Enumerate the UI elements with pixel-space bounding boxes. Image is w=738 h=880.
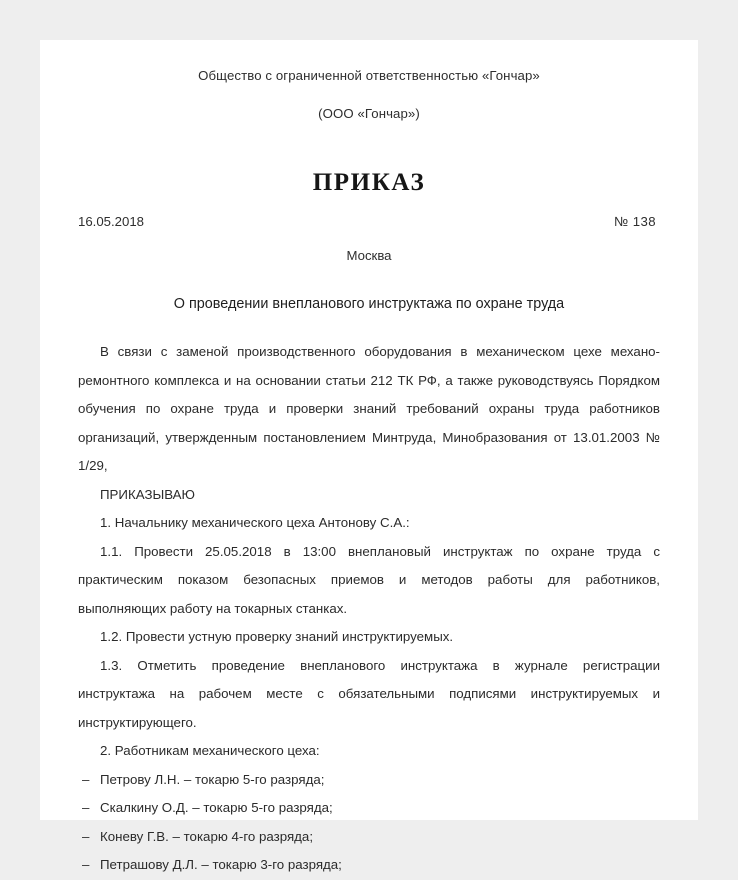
worker-entry: Петрову Л.Н. – токарю 5-го разряда; (100, 771, 325, 787)
document-subject: О проведении внепланового инструктажа по охране труда (173, 296, 565, 312)
clause-1: 1. Начальнику механического цеха Антонову С.А.: (100, 515, 410, 530)
document-page (40, 40, 698, 872)
clause-1-1: 1.1. Провести 25.05.2018 в 13:00 внеплановый инструктаж по охране труда с практическим показом безопасных приемов и методов работы для работников, выполняющих работу на токарных станках. (78, 543, 660, 616)
workers-list (78, 766, 660, 880)
document-number: № 138 (614, 214, 656, 229)
document-body (78, 40, 660, 880)
document-city: Москва (346, 248, 392, 263)
list-item (78, 851, 660, 880)
list-item (78, 766, 660, 795)
dash-icon: – (82, 828, 90, 844)
dash-icon: – (82, 771, 90, 787)
organization-full-name: Общество с ограниченной ответственностью «Гончар» (198, 68, 540, 83)
worker-entry: Коневу Г.В. – токарю 4-го разряда; (100, 828, 314, 844)
document-title: ПРИКАЗ (312, 169, 426, 196)
document-meta-row (78, 214, 660, 229)
preamble-paragraph: В связи с заменой производственного оборудования в механическом цехе механо-ремонтного комплекса и на основании статьи 212 ТК РФ, а также руководствуясь Порядком обучения по охране труда и проверки знаний требований охраны труда работников организаций, утвержденным постановлением Минтруда, Минобразования от 13.01.2003 № 1/29, (78, 344, 660, 473)
order-keyword: ПРИКАЗЫВАЮ (100, 486, 195, 502)
clause-1-2: 1.2. Провести устную проверку знаний инструктируемых. (100, 629, 454, 644)
organization-short-name: (ООО «Гончар») (318, 106, 420, 121)
document-date: 16.05.2018 (78, 214, 145, 229)
list-item (78, 823, 660, 852)
list-item (78, 794, 660, 823)
dash-icon: – (82, 800, 90, 815)
clause-2: 2. Работникам механического цеха: (100, 743, 320, 758)
dash-icon: – (82, 857, 90, 872)
clause-1-3: 1.3. Отметить проведение внепланового инструктажа в журнале регистрации инструктажа на рабочем месте с обязательными подписями инструктируемых и инструктирующего. (78, 657, 660, 730)
worker-entry: Скалкину О.Д. – токарю 5-го разряда; (100, 800, 333, 815)
worker-entry: Петрашову Д.Л. – токарю 3-го разряда; (100, 857, 342, 872)
